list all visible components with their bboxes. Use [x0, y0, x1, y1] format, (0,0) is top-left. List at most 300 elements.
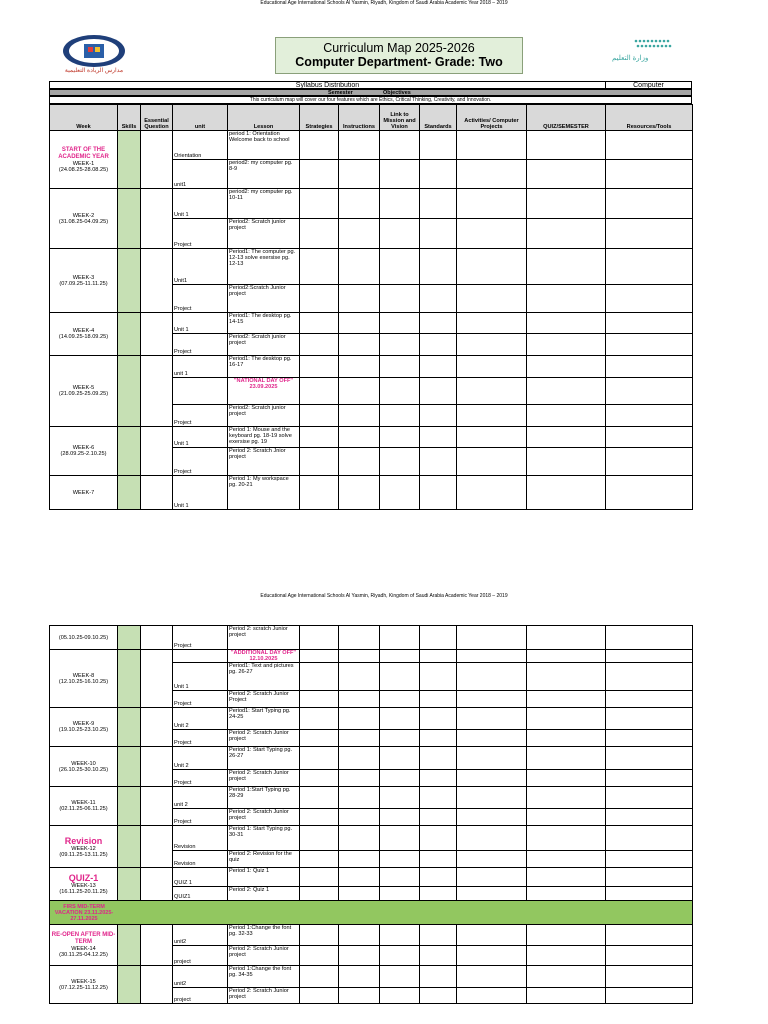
- empty-cell: [606, 427, 693, 448]
- week-dates: (30.11.25-04.12.25): [59, 952, 108, 958]
- week-number: WEEK-10: [71, 760, 96, 767]
- table-row: [50, 189, 693, 219]
- empty-cell: [457, 160, 527, 189]
- empty-cell: [420, 663, 457, 691]
- lesson-cell: Period 2: Scratch Junior project: [228, 770, 300, 787]
- empty-cell: [606, 691, 693, 708]
- essential-question-cell: [141, 313, 173, 356]
- week-cell: [50, 476, 118, 510]
- empty-cell: [457, 626, 527, 650]
- lesson-cell: Period1: The computer pg. 12-13 solve exersise pg. 12-13: [228, 249, 300, 285]
- empty-cell: [527, 378, 606, 405]
- skills-cell: [118, 356, 141, 427]
- lesson-cell: Period 1:Change the font pg. 34-35: [228, 966, 300, 988]
- lesson-cell: Period2: Scratch junior project: [228, 334, 300, 356]
- empty-cell: [380, 708, 420, 730]
- essential-question-cell: [141, 787, 173, 826]
- empty-cell: [300, 887, 339, 901]
- empty-cell: [300, 189, 339, 219]
- empty-cell: [380, 405, 420, 427]
- empty-cell: [457, 131, 527, 160]
- unit-cell: Project: [173, 334, 228, 356]
- empty-cell: [527, 131, 606, 160]
- empty-cell: [527, 787, 606, 809]
- empty-cell: [420, 747, 457, 770]
- week-cell: [50, 868, 118, 901]
- empty-cell: [527, 249, 606, 285]
- empty-cell: [380, 334, 420, 356]
- skills-cell: [118, 826, 141, 868]
- unit-cell: Project: [173, 405, 228, 427]
- empty-cell: [420, 988, 457, 1004]
- unit-cell: Revision: [173, 826, 228, 851]
- empty-cell: [606, 285, 693, 313]
- empty-cell: [420, 868, 457, 887]
- skills-cell: [118, 189, 141, 249]
- lesson-cell: Period1: The desktop pg. 14-15: [228, 313, 300, 334]
- lesson-cell: Period 2: Scratch Junior project: [228, 809, 300, 826]
- unit-cell: Unit 1: [173, 476, 228, 510]
- empty-cell: [339, 285, 380, 313]
- unit-cell: Unit 1: [173, 189, 228, 219]
- col-unit: unit: [173, 105, 228, 131]
- empty-cell: [457, 378, 527, 405]
- empty-cell: [527, 313, 606, 334]
- title-box: [275, 37, 523, 74]
- empty-cell: [380, 356, 420, 378]
- empty-cell: [420, 925, 457, 946]
- empty-cell: [527, 925, 606, 946]
- empty-cell: [527, 946, 606, 966]
- empty-cell: [339, 663, 380, 691]
- week-cell: [50, 787, 118, 826]
- empty-cell: [300, 160, 339, 189]
- empty-cell: [606, 708, 693, 730]
- week-number: WEEK-6: [72, 445, 95, 451]
- week-dates: (02.11.25-06.11.25): [59, 806, 108, 812]
- school-logo-text: مدارس الريادة التعليمية: [64, 68, 124, 74]
- col-essential-question: Essential Question: [141, 105, 173, 131]
- empty-cell: [339, 356, 380, 378]
- lesson-cell: Period 2: Scratch Junior project: [228, 988, 300, 1004]
- empty-cell: [457, 809, 527, 826]
- empty-cell: [457, 851, 527, 868]
- table-row: [50, 787, 693, 809]
- empty-cell: [527, 851, 606, 868]
- empty-cell: [380, 663, 420, 691]
- col-mission: Link to Mission and Vision: [380, 105, 420, 131]
- empty-cell: [300, 313, 339, 334]
- empty-cell: [380, 809, 420, 826]
- col-lesson: Lesson: [228, 105, 300, 131]
- empty-cell: [457, 249, 527, 285]
- empty-cell: [300, 334, 339, 356]
- empty-cell: [300, 663, 339, 691]
- empty-cell: [606, 405, 693, 427]
- week-cell: [50, 747, 118, 787]
- week-cell: [50, 356, 118, 427]
- empty-cell: [420, 626, 457, 650]
- ministry-logo-text: وزارة التعليم: [612, 55, 649, 62]
- week-dates: (19.10.25-23.10.25): [58, 727, 109, 733]
- week-dates: (07.12.25-11.12.25): [59, 984, 108, 991]
- empty-cell: [527, 966, 606, 988]
- lesson-cell: Period 2: Scratch Junior project: [228, 946, 300, 966]
- empty-cell: [606, 988, 693, 1004]
- essential-question-cell: [141, 925, 173, 966]
- empty-cell: [420, 160, 457, 189]
- empty-cell: [420, 730, 457, 747]
- subject-label: Computer: [605, 81, 692, 89]
- col-resources: Resources/Tools: [606, 105, 693, 131]
- ministry-logo: [612, 36, 680, 66]
- empty-cell: [339, 189, 380, 219]
- empty-cell: [300, 868, 339, 887]
- empty-cell: [300, 946, 339, 966]
- empty-cell: [339, 219, 380, 249]
- skills-cell: [118, 626, 141, 650]
- table-row: [50, 131, 693, 160]
- empty-cell: [527, 691, 606, 708]
- week-dates: (16.11.25-20.11.25): [59, 889, 108, 895]
- empty-cell: [300, 988, 339, 1004]
- week-number: WEEK-3: [72, 274, 95, 281]
- essential-question-cell: [141, 626, 173, 650]
- empty-cell: [380, 730, 420, 747]
- empty-cell: [380, 160, 420, 189]
- empty-cell: [420, 285, 457, 313]
- empty-cell: [606, 851, 693, 868]
- empty-cell: [606, 925, 693, 946]
- empty-cell: [457, 663, 527, 691]
- empty-cell: [527, 663, 606, 691]
- empty-cell: [339, 730, 380, 747]
- empty-cell: [339, 650, 380, 663]
- week-number: WEEK-13: [71, 883, 96, 889]
- week-number: WEEK-7: [72, 489, 95, 496]
- empty-cell: [339, 966, 380, 988]
- col-skills: Skills: [118, 105, 141, 131]
- empty-cell: [606, 868, 693, 887]
- lesson-cell: Period 2: Scratch Junior project: [228, 730, 300, 747]
- empty-cell: [420, 249, 457, 285]
- lesson-cell: period2: my computer pg. 8-9: [228, 160, 300, 189]
- empty-cell: [420, 189, 457, 219]
- empty-cell: [527, 219, 606, 249]
- empty-cell: [527, 448, 606, 476]
- empty-cell: [339, 851, 380, 868]
- skills-cell: [118, 747, 141, 787]
- empty-cell: [457, 925, 527, 946]
- table-row: [50, 925, 693, 946]
- empty-cell: [339, 925, 380, 946]
- empty-cell: [380, 787, 420, 809]
- unit-cell: Project: [173, 448, 228, 476]
- lesson-cell: Period 1:Start Typing pg. 28-29: [228, 787, 300, 809]
- empty-cell: [527, 809, 606, 826]
- objectives-label: Objectives: [383, 90, 411, 96]
- empty-cell: [300, 650, 339, 663]
- empty-cell: [606, 730, 693, 747]
- week-dates: (28.09.25-2.10.25): [60, 451, 107, 457]
- week-cell: [50, 313, 118, 356]
- week-cell: [50, 650, 118, 708]
- unit-cell: Project: [173, 219, 228, 249]
- essential-question-cell: [141, 131, 173, 189]
- unit-cell: Unit 2: [173, 708, 228, 730]
- empty-cell: [339, 334, 380, 356]
- table-row: [50, 476, 693, 510]
- empty-cell: [300, 131, 339, 160]
- empty-cell: [420, 448, 457, 476]
- empty-cell: [457, 708, 527, 730]
- week-number: WEEK-12: [71, 845, 96, 852]
- empty-cell: [606, 448, 693, 476]
- semester-bar: [49, 89, 692, 96]
- empty-cell: [339, 378, 380, 405]
- empty-cell: [420, 826, 457, 851]
- empty-cell: [606, 626, 693, 650]
- empty-cell: [300, 826, 339, 851]
- lesson-cell: Period 2: Scratch Junior Project: [228, 691, 300, 708]
- table-row: [50, 313, 693, 334]
- vacation-cell: [50, 901, 693, 925]
- empty-cell: [606, 160, 693, 189]
- unit-cell: QUIZ 1: [173, 868, 228, 887]
- empty-cell: [339, 313, 380, 334]
- empty-cell: [300, 730, 339, 747]
- empty-cell: [457, 787, 527, 809]
- essential-question-cell: [141, 747, 173, 787]
- lesson-cell: Period 1: Start Typing pg. 26-27: [228, 747, 300, 770]
- empty-cell: [380, 189, 420, 219]
- empty-cell: [606, 334, 693, 356]
- lesson-cell: Period1: The desktop pg. 16-17: [228, 356, 300, 378]
- lesson-cell: Period 2: Quiz 1: [228, 887, 300, 901]
- empty-cell: [300, 405, 339, 427]
- unit-cell: [173, 650, 228, 663]
- empty-cell: [457, 826, 527, 851]
- week-cell: [50, 131, 118, 189]
- empty-cell: [457, 448, 527, 476]
- empty-cell: [606, 356, 693, 378]
- page-title: Curriculum Map 2025-2026: [323, 41, 475, 55]
- empty-cell: [300, 787, 339, 809]
- empty-cell: [300, 285, 339, 313]
- empty-cell: [527, 160, 606, 189]
- skills-cell: [118, 787, 141, 826]
- lesson-cell: "ADDITIONAL DAY OFF" 12.10.2025: [228, 650, 300, 663]
- empty-cell: [606, 650, 693, 663]
- table-row: [50, 826, 693, 851]
- week-dates: (07.09.25-11.11.25): [59, 280, 108, 287]
- week-number: WEEK-5: [72, 385, 95, 391]
- unit-cell: unit1: [173, 160, 228, 189]
- week-number: WEEK-15: [71, 978, 96, 985]
- empty-cell: [606, 663, 693, 691]
- unit-cell: Project: [173, 809, 228, 826]
- empty-cell: [606, 887, 693, 901]
- empty-cell: [606, 476, 693, 510]
- empty-cell: [606, 313, 693, 334]
- unit-cell: Project: [173, 626, 228, 650]
- empty-cell: [300, 966, 339, 988]
- empty-cell: [457, 189, 527, 219]
- empty-cell: [380, 131, 420, 160]
- empty-cell: [457, 356, 527, 378]
- week-number: WEEK-1: [72, 160, 95, 167]
- lesson-cell: period 1: Orientation Welcome back to school: [228, 131, 300, 160]
- empty-cell: [527, 334, 606, 356]
- week-cell: [50, 189, 118, 249]
- empty-cell: [527, 405, 606, 427]
- week-dates: (24.08.25-28.08.25): [58, 166, 109, 173]
- empty-cell: [339, 946, 380, 966]
- empty-cell: [457, 219, 527, 249]
- week-dates: (26.10.25-30.10.25): [58, 766, 109, 773]
- empty-cell: [606, 219, 693, 249]
- lesson-cell: Period 1: Mouse and the keyboard pg. 18-19 solve exersise pg. 19: [228, 427, 300, 448]
- empty-cell: [420, 770, 457, 787]
- empty-cell: [420, 313, 457, 334]
- empty-cell: [420, 476, 457, 510]
- skills-cell: [118, 427, 141, 476]
- week-dates: (14.09.25-18.09.25): [58, 334, 109, 340]
- essential-question-cell: [141, 650, 173, 708]
- empty-cell: [527, 826, 606, 851]
- curriculum-caption: This curriculum map will cover our four features which are Ethics, Critical Thinking, Creativity, and Innovation.: [49, 96, 692, 104]
- empty-cell: [300, 691, 339, 708]
- empty-cell: [300, 626, 339, 650]
- empty-cell: [300, 356, 339, 378]
- empty-cell: [380, 966, 420, 988]
- empty-cell: [457, 650, 527, 663]
- empty-cell: [420, 427, 457, 448]
- skills-cell: [118, 650, 141, 708]
- empty-cell: [380, 887, 420, 901]
- empty-cell: [300, 747, 339, 770]
- unit-cell: Orientation: [173, 131, 228, 160]
- week-cell: [50, 427, 118, 476]
- empty-cell: [380, 691, 420, 708]
- empty-cell: [300, 249, 339, 285]
- week-number: WEEK-14: [71, 946, 96, 952]
- unit-cell: Project: [173, 691, 228, 708]
- week-title: Revision: [64, 835, 103, 846]
- empty-cell: [420, 378, 457, 405]
- empty-cell: [380, 378, 420, 405]
- week-cell: [50, 249, 118, 313]
- empty-cell: [380, 868, 420, 887]
- empty-cell: [339, 249, 380, 285]
- empty-cell: [300, 448, 339, 476]
- empty-cell: [527, 770, 606, 787]
- empty-cell: [527, 189, 606, 219]
- empty-cell: [339, 691, 380, 708]
- empty-cell: [527, 868, 606, 887]
- empty-cell: [606, 826, 693, 851]
- unit-cell: unit 2: [173, 787, 228, 809]
- essential-question-cell: [141, 868, 173, 901]
- essential-question-cell: [141, 356, 173, 427]
- empty-cell: [527, 626, 606, 650]
- skills-cell: [118, 313, 141, 356]
- empty-cell: [420, 650, 457, 663]
- skills-cell: [118, 868, 141, 901]
- empty-cell: [457, 405, 527, 427]
- empty-cell: [380, 826, 420, 851]
- empty-cell: [457, 868, 527, 887]
- empty-cell: [339, 868, 380, 887]
- semester-label: Semester: [328, 90, 353, 96]
- empty-cell: [300, 770, 339, 787]
- empty-cell: [457, 285, 527, 313]
- empty-cell: [606, 747, 693, 770]
- lesson-cell: Period 1: Start Typing pg. 30-31: [228, 826, 300, 851]
- week-cell: [50, 826, 118, 868]
- empty-cell: [606, 966, 693, 988]
- table-row: [50, 249, 693, 285]
- empty-cell: [420, 851, 457, 868]
- empty-cell: [339, 476, 380, 510]
- empty-cell: [527, 988, 606, 1004]
- unit-cell: project: [173, 946, 228, 966]
- table-row: [50, 650, 693, 663]
- empty-cell: [380, 747, 420, 770]
- unit-cell: project: [173, 988, 228, 1004]
- empty-cell: [339, 626, 380, 650]
- empty-cell: [380, 476, 420, 510]
- empty-cell: [300, 925, 339, 946]
- empty-cell: [457, 427, 527, 448]
- essential-question-cell: [141, 476, 173, 510]
- empty-cell: [380, 427, 420, 448]
- lesson-cell: Period2:Scratch Junior project: [228, 285, 300, 313]
- week-title: START OF THE ACADEMIC YEAR: [58, 146, 109, 160]
- empty-cell: [527, 427, 606, 448]
- week-dates: (21.09.25-25.09.25): [58, 391, 109, 397]
- essential-question-cell: [141, 189, 173, 249]
- skills-cell: [118, 708, 141, 747]
- empty-cell: [339, 708, 380, 730]
- essential-question-cell: [141, 427, 173, 476]
- essential-question-cell: [141, 708, 173, 747]
- empty-cell: [339, 160, 380, 189]
- unit-cell: Revision: [173, 851, 228, 868]
- table-row: [50, 747, 693, 770]
- empty-cell: [420, 787, 457, 809]
- empty-cell: [339, 787, 380, 809]
- empty-cell: [457, 334, 527, 356]
- empty-cell: [527, 708, 606, 730]
- empty-cell: [527, 356, 606, 378]
- empty-cell: [420, 131, 457, 160]
- unit-cell: Unit 1: [173, 427, 228, 448]
- empty-cell: [339, 448, 380, 476]
- empty-cell: [380, 313, 420, 334]
- vacation-row: [50, 901, 693, 925]
- empty-cell: [300, 708, 339, 730]
- table-row: [50, 427, 693, 448]
- empty-cell: [420, 887, 457, 901]
- col-strategies: Strategies: [300, 105, 339, 131]
- skills-cell: [118, 476, 141, 510]
- essential-question-cell: [141, 249, 173, 313]
- empty-cell: [300, 851, 339, 868]
- empty-cell: [457, 313, 527, 334]
- empty-cell: [339, 988, 380, 1004]
- lesson-cell: period2: my computer pg. 10-11: [228, 189, 300, 219]
